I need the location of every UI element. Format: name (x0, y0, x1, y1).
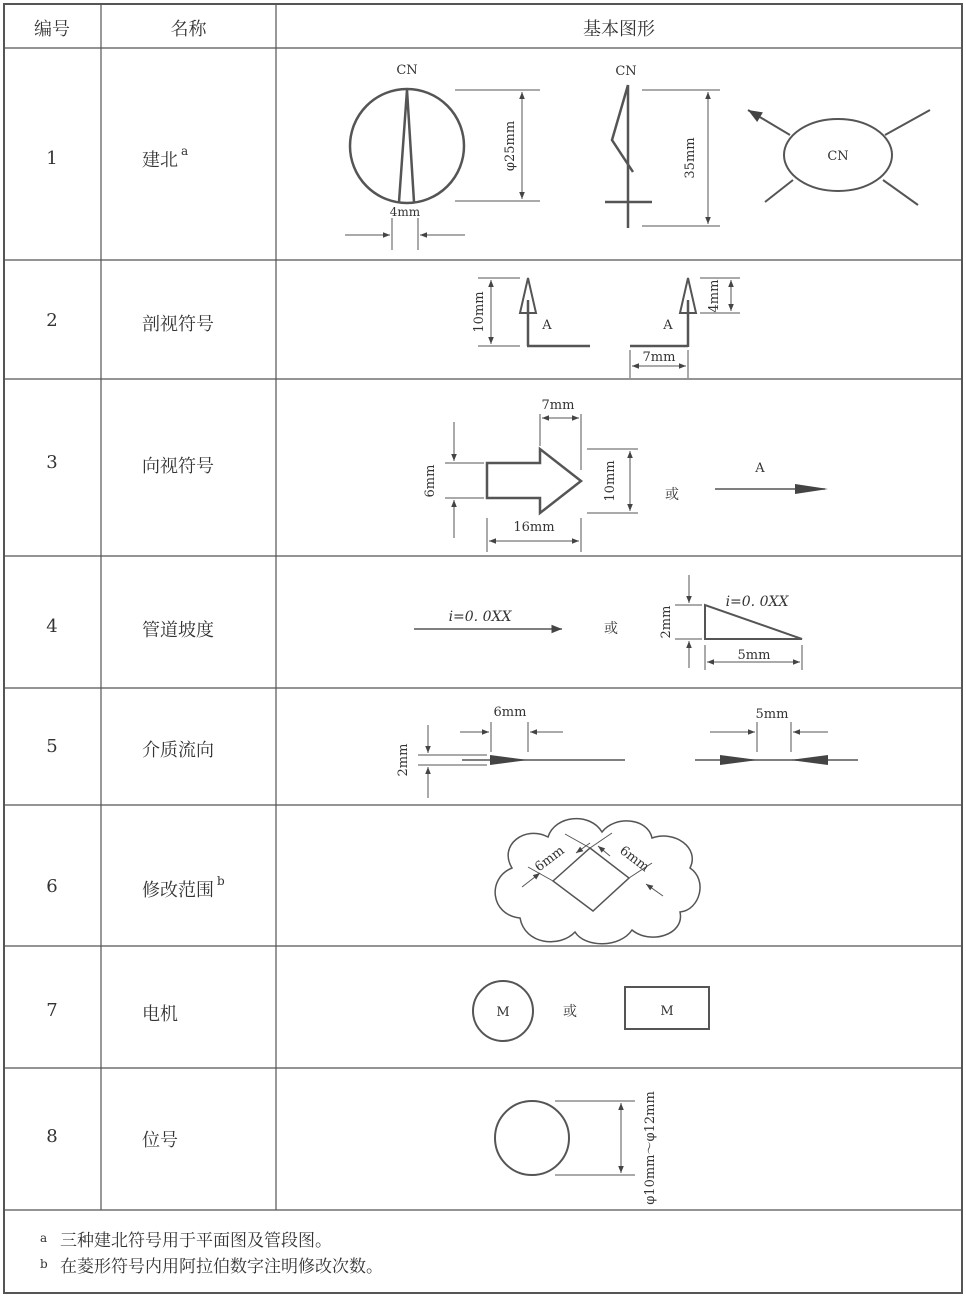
m-label-2: M (660, 1004, 674, 1019)
or-label-3: 或 (563, 1004, 577, 1020)
row-8-number: 8 (46, 1126, 58, 1147)
row-3-name: 向视符号 (142, 456, 214, 477)
h10-label-b: 10mm (603, 460, 618, 502)
footnote-ref-a: a (181, 144, 189, 158)
row-3-number: 3 (46, 452, 58, 473)
row-2-number: 2 (46, 310, 58, 331)
h4-label: 4mm (707, 279, 722, 313)
w5-label-b: 5mm (755, 707, 789, 722)
h2-label-a: 2mm (659, 605, 674, 639)
row-5-number: 5 (46, 736, 58, 757)
row-6-number: 6 (46, 876, 58, 897)
w6-label-b: 6mm (532, 843, 568, 876)
w16-label: 16mm (513, 520, 555, 535)
slope-label-2: i=0. 0XX (725, 594, 789, 610)
row-7-number: 7 (46, 1000, 58, 1021)
or-label-2: 或 (604, 621, 618, 637)
section-symbol (478, 278, 740, 378)
tag-number-symbol (495, 1101, 635, 1175)
flow-direction-symbol (418, 722, 858, 798)
header-number: 编号 (34, 19, 70, 40)
view-symbol (445, 414, 828, 552)
dia10-12-label: φ10mm～φ12mm (643, 1091, 658, 1205)
revision-cloud-symbol (495, 819, 700, 944)
h6-label: 6mm (423, 464, 438, 498)
row-1-number: 1 (46, 148, 58, 169)
a-label-2: A (663, 318, 673, 333)
a-label-3: A (755, 461, 765, 476)
header-name: 名称 (170, 19, 207, 40)
header-shape: 基本图形 (583, 19, 655, 40)
or-label-1: 或 (665, 487, 679, 503)
row-2-name: 剖视符号 (142, 314, 214, 335)
row-5-name: 介质流向 (142, 740, 214, 761)
dia25-label: φ25mm (503, 120, 518, 172)
slope-label-1: i=0. 0XX (448, 609, 512, 625)
row-8-name: 位号 (142, 1130, 178, 1151)
footnotes (40, 1228, 383, 1280)
footnote-ref-b: b (217, 874, 225, 888)
cn-label-2: CN (615, 64, 637, 79)
cn-label-3: CN (827, 149, 849, 164)
row-7-name: 电机 (142, 1004, 178, 1025)
w7-label-b: 7mm (541, 398, 575, 413)
h35-label: 35mm (683, 137, 698, 179)
w6-label-a: 6mm (493, 705, 527, 720)
width-4mm-label: 4mm (389, 205, 421, 219)
h2-label-b: 2mm (396, 743, 411, 777)
footnote-a: a 三种建北符号用于平面图及管段图。 (40, 1231, 332, 1251)
w7-label-a: 7mm (642, 350, 676, 365)
cn-label-1: CN (396, 63, 418, 78)
row-4-name: 管道坡度 (142, 620, 214, 641)
row-6-name: 修改范围 $^b$ (142, 874, 225, 901)
footnote-b: b 在菱形符号内用阿拉伯数字注明修改次数。 (40, 1257, 383, 1277)
row-1-name: 建北 $^a$ (142, 144, 189, 171)
w5-label-a: 5mm (737, 648, 771, 663)
h10-label-a: 10mm (472, 291, 487, 333)
north-symbol-arrow (605, 85, 720, 228)
w6-label-c: 6mm (616, 843, 652, 876)
a-label-1: A (542, 318, 552, 333)
row-4-number: 4 (46, 616, 58, 637)
table-border (4, 4, 962, 1293)
m-label-1: M (496, 1005, 510, 1020)
